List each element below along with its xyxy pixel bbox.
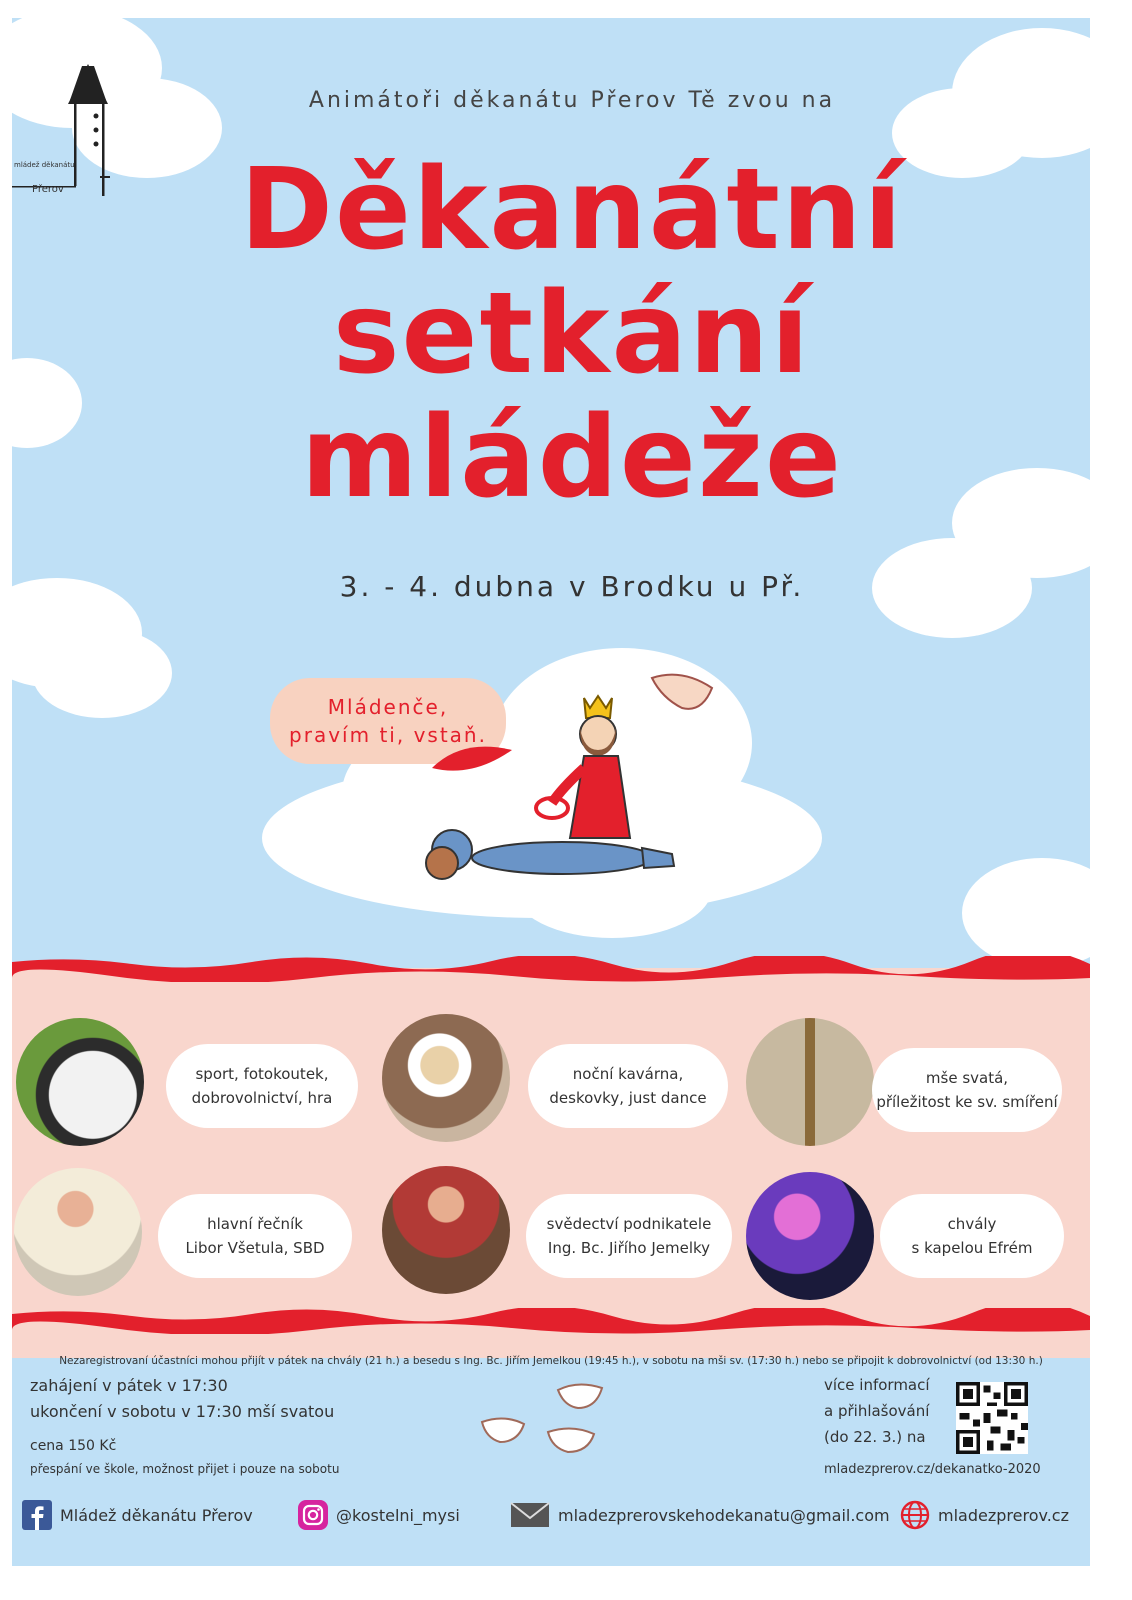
program-item-testimony (526, 1194, 732, 1278)
registration-note: Nezaregistrovaní účastníci mohou přijít v pátek na chvály (21 h.) a besedu s Ing. Bc. Jiřím Jemelkou (19:45 h.), v sobotu na mši sv. (17:30 h.) nebo se připojit k dobrovolnictví (od 13:30 h.) (59, 1355, 1043, 1367)
red-stripe (12, 956, 1090, 982)
instagram-label: @kostelni_mysi (336, 1505, 460, 1525)
title-line: mládeže (301, 393, 843, 523)
crown-icon (584, 696, 612, 718)
program-line: Ing. Bc. Jiřího Jemelky (547, 1239, 711, 1257)
program-line: svědectví podnikatele (546, 1215, 712, 1233)
more-info-line: a přihlašování (824, 1402, 930, 1420)
more-info-line: více informací (824, 1376, 930, 1394)
program-item-worship (880, 1194, 1064, 1278)
cloud (872, 538, 1032, 638)
title-line: setkání (332, 269, 812, 399)
church-logo (12, 64, 134, 204)
speech-line: Mládenče, (327, 695, 449, 719)
facebook-icon (22, 1500, 52, 1530)
title-line: Děkanátní (240, 145, 904, 275)
page-title (232, 145, 912, 523)
instagram-icon (298, 1500, 328, 1530)
program-item-sport (166, 1044, 358, 1128)
program-line: příležitost ke sv. smíření (876, 1093, 1058, 1111)
program-line: hlavní řečník (207, 1215, 303, 1233)
program-item-mass (872, 1048, 1062, 1132)
logo-label: mládež děkanátu (14, 161, 75, 169)
qr-code-icon[interactable] (956, 1382, 1028, 1454)
price: cena 150 Kč (30, 1438, 117, 1454)
email-link[interactable] (510, 1500, 890, 1530)
program-line: noční kavárna, (572, 1065, 684, 1083)
speaker-portrait-photo (14, 1168, 142, 1296)
coffee-cup-photo (382, 1014, 510, 1142)
end-time: ukončení v sobotu v 17:30 mší svatou (30, 1402, 335, 1421)
worship-concert-photo (746, 1172, 874, 1300)
website-label: mladezprerov.cz (938, 1505, 1069, 1525)
businessman-portrait-photo (382, 1166, 510, 1294)
footprints-icon (478, 1378, 628, 1478)
instagram-link[interactable] (298, 1500, 460, 1530)
sleep-info: přespání ve škole, možnost přijet i pouze na sobotu (30, 1462, 340, 1476)
facebook-link[interactable] (22, 1500, 253, 1530)
speech-line: pravím ti, vstaň. (289, 723, 487, 747)
program-line: deskovky, just dance (549, 1089, 707, 1107)
leaf-icon (432, 747, 512, 771)
jesus-raising-youth-illustration (412, 658, 742, 898)
logo-city: Přerov (32, 184, 64, 195)
dove-icon (652, 675, 712, 709)
program-line: mše svatá, (925, 1069, 1009, 1087)
globe-icon (900, 1500, 930, 1530)
program-line: sport, fotokoutek, (195, 1065, 329, 1083)
program-band (12, 968, 1090, 1358)
facebook-label: Mládež děkanátu Přerov (60, 1505, 253, 1525)
invite-text: Animátoři děkanátu Přerov Tě zvou na (308, 88, 836, 113)
registration-url[interactable]: mladezprerov.cz/dekanatko-2020 (824, 1462, 1041, 1477)
cloud (892, 88, 1032, 178)
red-stripe (12, 1308, 1090, 1334)
poster (12, 18, 1090, 1566)
cloud (32, 628, 172, 718)
program-line: dobrovolnictví, hra (191, 1089, 333, 1107)
program-item-speaker (158, 1194, 352, 1278)
event-date-place: 3. - 4. dubna v Brodku u Př. (339, 570, 805, 603)
envelope-icon (510, 1500, 550, 1530)
program-line: s kapelou Efrém (911, 1239, 1033, 1257)
cross-bible-photo (746, 1018, 874, 1146)
soccer-ball-photo (16, 1018, 144, 1146)
email-label: mladezprerovskehodekanatu@gmail.com (558, 1505, 890, 1525)
website-link[interactable] (900, 1500, 1069, 1530)
start-time: zahájení v pátek v 17:30 (30, 1376, 228, 1395)
program-item-cafe (528, 1044, 728, 1128)
program-line: chvály (947, 1215, 997, 1233)
cloud (12, 358, 82, 448)
more-info-line: (do 22. 3.) na (824, 1428, 926, 1446)
program-line: Libor Všetula, SBD (185, 1239, 325, 1257)
cloud (962, 858, 1090, 968)
church-tower-icon (12, 64, 134, 204)
